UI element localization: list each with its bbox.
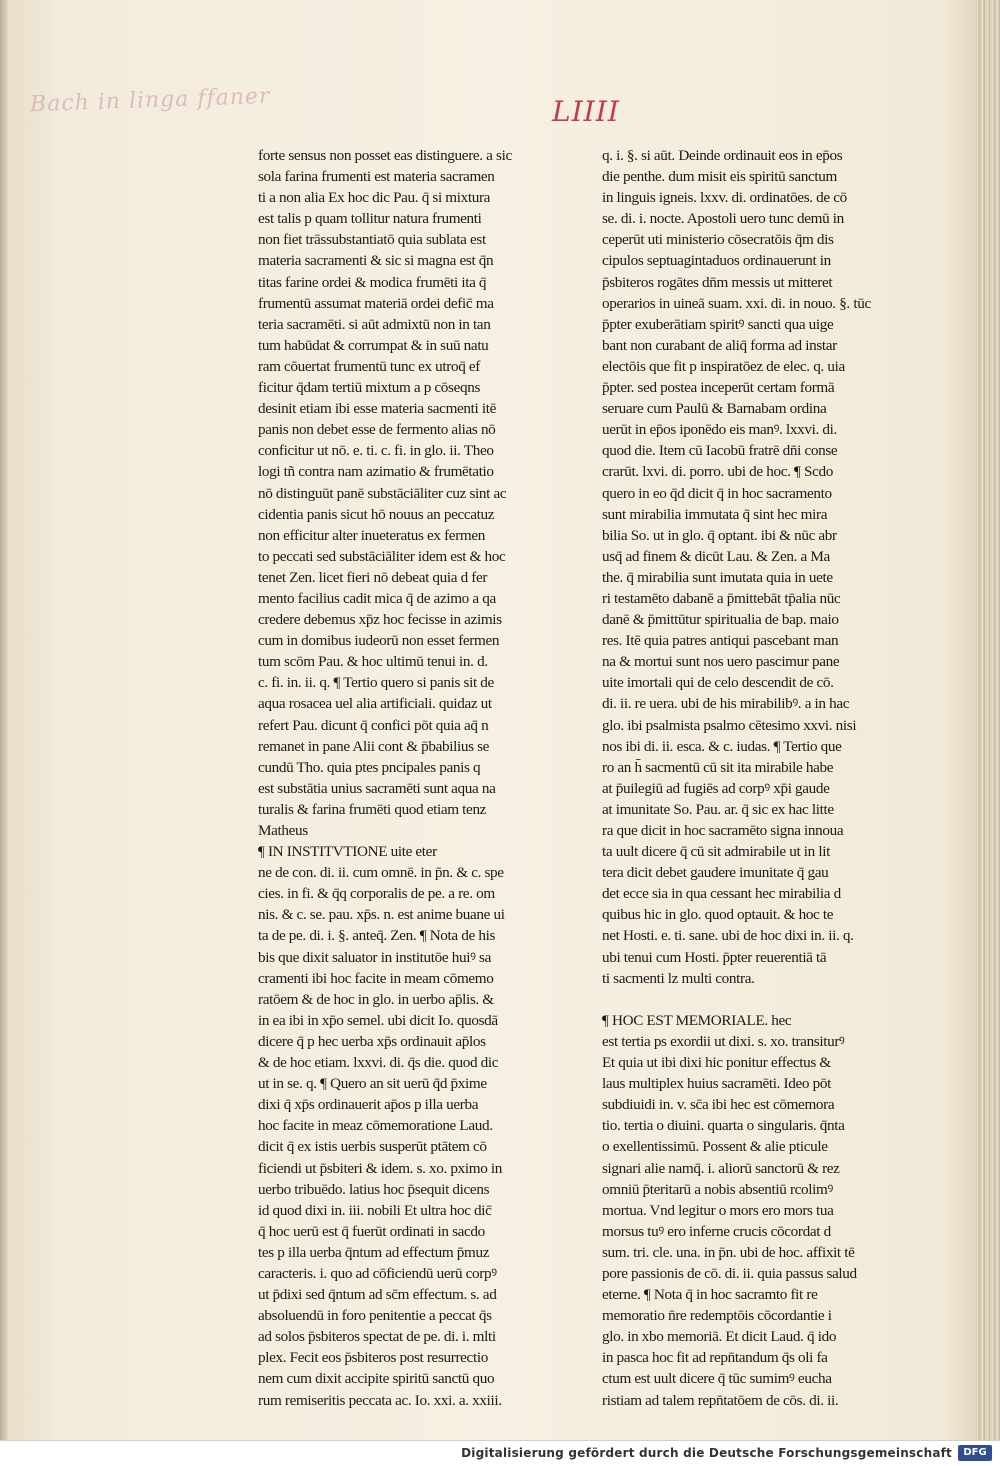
text-line: cies. in fi. & q̄q corporalis de pe. a re. om — [258, 885, 495, 903]
text-line: ri testamēto dabanē a p̄mittebāt tp̄alia nūc — [602, 589, 841, 607]
text-line: & de hoc etiam. lxxvi. di. q̄s die. quod dic — [258, 1054, 499, 1072]
text-line: turalis & farina frumēti quod etiam tenz — [258, 800, 487, 818]
text-line: panis non debet esse de fermento alias nō — [258, 421, 496, 439]
text-line: q. i. §. si aūt. Deinde ordinauit eos in ep̄os — [602, 147, 843, 164]
text-line: ne de con. di. ii. cum omnē. in p̄n. & c. spe — [258, 864, 504, 882]
text-line: electōis que fit p inspiratōez de elec. q. uia — [602, 357, 845, 375]
funding-credit: Digitalisierung gefördert durch die Deutsche Forschungsgemeinschaft — [461, 1446, 952, 1460]
text-line: plex. Fecit eos p̄sbiteros post resurrectio — [258, 1349, 488, 1367]
text-line: mento facilius cadit mica q̄ de azimo a qa — [258, 589, 496, 607]
text-line: ceperūt uti ministerio cōsecratōis q̄m dis — [602, 231, 834, 249]
text-line: die penthe. dum misit eis spiritū sanctum — [602, 168, 837, 186]
text-line: the. q̄ mirabilia sunt imutata quia in uete — [602, 568, 833, 586]
text-line: remanet in pane Alii cont & p̄babilius se — [258, 737, 490, 755]
text-line: ad solos p̄sbiteros spectat de pe. di. i. mlti — [258, 1328, 496, 1346]
text-line: o exellentissimū. Possent & alie pticule — [602, 1138, 828, 1156]
text-line: ¶ HOC EST MEMORIALE. hec — [602, 1011, 792, 1029]
text-line: mortua. Vnd legitur o mors ero mors tua — [602, 1201, 834, 1219]
text-line: cipulos septuagintaduos ordinauerunt in — [602, 252, 831, 270]
text-line: ro an h̄ sacmentū cū sit ita mirabile habe — [602, 758, 834, 776]
text-line: ristiam ad talem repn̄tatōem de cōs. di. ii. — [602, 1391, 839, 1409]
text-line: tera dicit debet gaudere imunitate q̄ gau — [602, 864, 829, 882]
text-line: sum. tri. cle. una. in p̄n. ubi de hoc. affixit tē — [602, 1243, 855, 1261]
text-line: bilia So. ut in glo. q̄ optant. ibi & nūc abr — [602, 526, 837, 544]
text-line: p̄sbiteros rogātes dn̄m messis ut mitteret — [602, 273, 833, 291]
text-line: nis. & c. se. pau. xp̄s. n. est anime buane ui — [258, 906, 505, 924]
text-line: c. fi. in. ii. q. ¶ Tertio quero si panis sit de — [258, 674, 494, 692]
text-line: p̄pter. sed postea inceperūt certam formā — [602, 379, 835, 397]
text-line: non fiet trāssubstantiatō quia sublata est — [258, 231, 486, 249]
text-line: quero in eo q̄d dicit q̄ in hoc sacramento — [602, 484, 832, 502]
binding-edge — [0, 0, 8, 1440]
text-line: absoluendū in foro penitentie a peccat q̄s — [258, 1307, 492, 1325]
text-line: Et quia ut ibi dixi hic ponitur effectus & — [602, 1054, 831, 1072]
text-line: refert Pau. dicunt q̄ confici pōt quia aq̄ n — [258, 716, 489, 734]
text-line: titas farine ordei & modica frumēti ita q̄ — [258, 273, 487, 291]
text-column-right — [602, 145, 892, 1411]
text-line: to peccati sed substāciāliter idem est & hoc — [258, 547, 506, 565]
text-line: materia sacramenti & sic si magna est q̄n — [258, 252, 494, 270]
text-line: uerūt in ep̄os iponēdo eis manꝰ. lxxvi. di. — [602, 421, 837, 439]
text-line: quibus hic in glo. quod optauit. & hoc te — [602, 906, 834, 924]
text-line: ut p̄dixi sed q̄ntum ad sc̄m effectum. s. ad — [258, 1286, 497, 1304]
text-line: bis que dixit saluator in institutōe huiꝰ sa — [258, 948, 491, 966]
text-line: pore passionis de cō. di. ii. quia passus salud — [602, 1264, 857, 1282]
text-line: ra que dicit in hoc sacramēto signa innoua — [602, 822, 844, 839]
text-line: p̄pter exuberātiam spiritꝰ sancti qua uige — [602, 315, 834, 333]
text-line: di. ii. re uera. ubi de his mirabilibꝰ. a in hac — [602, 695, 850, 713]
text-line: nos ibi di. ii. esca. & c. iudas. ¶ Tertio que — [602, 737, 842, 755]
text-line: tes p illa uerba q̄ntum ad effectum p̄muz — [258, 1243, 490, 1261]
text-line: na & mortui sunt nos uero pascimur pane — [602, 653, 840, 671]
text-line: non efficitur alter inueteratus ex fermen — [258, 526, 485, 544]
text-line: subdiuidi in. v. sc̄a ibi hec est cōmemora — [602, 1096, 835, 1114]
text-line: teria sacramēti. si aūt admixtū non in tan — [258, 315, 491, 333]
text-line: glo. ibi psalmista psalmo cētesimo xxvi. nisi — [602, 716, 857, 734]
text-line: tum scōm Pau. & hoc ultimū tenui in. d. — [258, 653, 488, 671]
text-line: bant non curabant de aliq̄ forma ad instar — [602, 336, 837, 354]
text-line: cum in domibus iudeorū non esset fermen — [258, 632, 500, 650]
text-line: ram cōuertat frumentū tunc ex utroq̄ ef — [258, 357, 481, 375]
text-line: caracteris. i. quo ad cōficiendū uerū corpꝰ — [258, 1264, 497, 1282]
text-line — [602, 989, 892, 1010]
text-line: conficitur ut nō. e. ti. c. fi. in glo. ii. Theo — [258, 442, 494, 460]
text-line: in pasca hoc fit ad repn̄tandum q̄s oli fa — [602, 1349, 828, 1367]
text-line: in ea ibi in xp̄o semel. ubi dicit Io. quosdā — [258, 1011, 498, 1029]
text-line: res. Itē quia patres antiqui pascebant man — [602, 632, 839, 650]
text-line: rum remiseritis peccata ac. Io. xxi. a. xxiii. — [258, 1391, 502, 1409]
text-line: nō distinguūt panē substāciāliter cuz sint ac — [258, 484, 507, 502]
text-line: credere debemus xp̄z hoc fecisse in azimis — [258, 611, 502, 629]
text-line: eterne. ¶ Nota q̄ in hoc sacramto fit re — [602, 1286, 818, 1304]
text-column-left — [258, 145, 548, 1411]
text-line: dicere q̄ p hec uerba xp̄s ordinauit ap̄los — [258, 1032, 486, 1050]
text-line: est talis p quam tollitur natura frumenti — [258, 210, 482, 228]
text-line: usq̄ ad finem & dicūt Lau. & Zen. a Ma — [602, 547, 830, 565]
text-line: in linguis igneis. lxxv. di. ordinatōes. de cō — [602, 189, 847, 207]
text-line: ubi tenui cum Hosti. p̄pter reuerentiā tā — [602, 948, 827, 966]
text-line: ti a non alia Ex hoc dic Pau. q̄ si mixtura — [258, 189, 491, 207]
text-line: frumentū assumat materiā ordei defic̄ ma — [258, 294, 494, 312]
text-line: hoc facite in meaz cōmemoratione Laud. — [258, 1117, 493, 1135]
text-line: ta uult dicere q̄ cū sit admirabile ut in lit — [602, 843, 830, 861]
text-line: uerbo tribuēdo. latius hoc p̄sequit dicens — [258, 1180, 490, 1198]
text-line: dicit q̄ ex istis uerbis susperūt ptātem cō — [258, 1138, 487, 1156]
text-line: cidentia panis sicut hō nouus an peccatuz — [258, 505, 495, 523]
text-line: cundū Tho. quia ptes pncipales panis q — [258, 758, 481, 776]
text-line: laus multiplex huius sacramēti. Ideo pōt — [602, 1075, 831, 1093]
text-line: forte sensus non posset eas distinguere. a sic — [258, 147, 512, 164]
text-line: sola farina frumenti est materia sacramen — [258, 168, 495, 186]
text-line: ti sacmenti lz multi contra. — [602, 969, 755, 987]
text-line: est tertia ps exordii ut dixi. s. xo. transiturꝰ — [602, 1032, 845, 1050]
text-line: id quod dixi in. iii. nobili Et ultra hoc dic̄ — [258, 1201, 492, 1219]
text-line: cramenti ibi hoc facite in meam cōmemo — [258, 969, 494, 987]
text-line: net Hosti. e. ti. sane. ubi de hoc dixi in. ii. q. — [602, 927, 854, 945]
text-line: q̄ hoc uerū est q̄ fuerūt ordinati in sacdo — [258, 1222, 485, 1240]
text-line: crarūt. lxvi. di. porro. ubi de hoc. ¶ Scdo — [602, 463, 833, 481]
text-line: omniū p̄teritarū a nobis absentiū rcolimꝰ — [602, 1180, 833, 1198]
text-line: ut in se. q. ¶ Quero an sit uerū q̄d p̄xime — [258, 1075, 487, 1093]
text-line: ficiendi ut p̄sbiteri & idem. s. xo. pximo in — [258, 1159, 503, 1177]
text-line: logi tñ contra nam azimatio & frumētatio — [258, 463, 494, 481]
text-line: aqua rosacea uel alia artificiali. quidaz ut — [258, 695, 492, 713]
text-line: memoratio n̄re redemptōis cōcordantie i — [602, 1307, 832, 1325]
text-line: operarios in uineā suam. xxi. di. in nouo. §. tūc — [602, 294, 871, 312]
text-line: det ecce sia in qua cessant hec mirabilia d — [602, 885, 841, 903]
text-line: Matheus — [258, 822, 308, 839]
dfg-logo-icon: DFG — [958, 1445, 992, 1461]
text-line: at imunitate So. Pau. ar. q̄ sic ex hac litte — [602, 800, 834, 818]
text-line: ¶ IN INSTITVTIONE uite eter — [258, 843, 437, 861]
footer-bar — [0, 1440, 1000, 1466]
text-line: ratōem & de hoc in glo. in uerbo ap̄lis. & — [258, 990, 494, 1008]
text-line: glo. in xbo memoriā. Et dicit Laud. q̄ ido — [602, 1328, 837, 1346]
text-line: dixi q̄ xp̄s ordinauerit ap̄os p illa uerba — [258, 1096, 479, 1114]
text-line: morsus tuꝰ ero inferne crucis cōcordat d — [602, 1222, 831, 1240]
text-line: quod die. Item cū Iacobū fratrē dn̄i conse — [602, 442, 838, 460]
folio-number: LIIII — [552, 95, 620, 128]
text-line: desinit etiam ibi esse materia sacmenti itē — [258, 400, 496, 418]
text-line: tum habūdat & corrumpat & in suū natu — [258, 336, 489, 354]
text-line: tenet Zen. licet fieri nō debeat quia d fer — [258, 568, 488, 586]
page-fore-edge — [976, 0, 1000, 1440]
text-line: ta de pe. di. i. §. anteq̄. Zen. ¶ Nota de his — [258, 927, 496, 945]
text-line: tio. tertia o diuini. quarta o singularis. q̄nta — [602, 1117, 845, 1135]
text-line: seruare cum Paulū & Barnabam ordina — [602, 400, 827, 418]
text-line: se. di. i. nocte. Apostoli uero tunc demū in — [602, 210, 844, 228]
margin-note: Bach in linga ffaner — [29, 83, 271, 118]
text-line: at p̄uilegiū ad fugiēs ad corpꝰ xp̄i gaude — [602, 779, 830, 797]
text-line: ficitur q̄dam tertiū mixtum a p cōseqns — [258, 379, 481, 397]
text-line: nem cum dixit accipite spiritū sanctū quo — [258, 1370, 495, 1388]
text-line: sunt mirabilia immutata q̄ sint hec mira — [602, 505, 828, 523]
text-line: uite imortali qui de celo descendit de cō. — [602, 674, 834, 692]
text-line: ctum est uult dicere q̄ tūc sumimꝰ eucha — [602, 1370, 832, 1388]
text-line: est substātia unius sacramēti sunt aqua na — [258, 779, 496, 797]
text-line: signari alie namq̄. i. aliorū sanctorū & rez — [602, 1159, 840, 1177]
text-line: danē & p̄mittūtur spiritualia de bap. maio — [602, 611, 839, 629]
